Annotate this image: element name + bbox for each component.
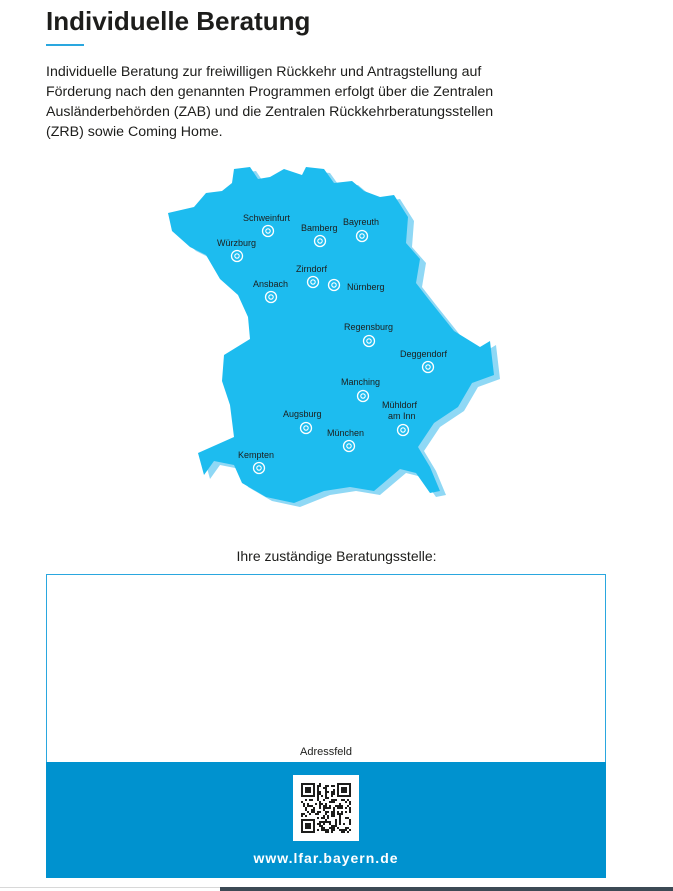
city-label: Bayreuth <box>343 217 380 227</box>
city-label: Augsburg <box>283 409 322 419</box>
address-heading: Ihre zuständige Beratungsstelle: <box>236 548 437 564</box>
qr-code-icon[interactable] <box>293 775 359 841</box>
map-territory <box>168 167 494 503</box>
intro-line: Förderung nach den genannten Programmen erfolgt über die Zentralen <box>46 84 494 100</box>
intro-line: Individuelle Beratung zur freiwilligen Rückkehr und Antragstellung auf <box>46 64 482 80</box>
address-field-label: Adressfeld <box>300 746 352 758</box>
address-field-box <box>46 574 606 762</box>
city-label: München <box>327 428 365 438</box>
city-label: Würzburg <box>217 238 257 248</box>
city-label: Regensburg <box>344 322 394 332</box>
city-label: Zirndorf <box>296 264 328 274</box>
city-label: Nürnberg <box>347 282 385 292</box>
intro-line: Ausländerbehörden (ZAB) und die Zentralen Rückkehrberatungsstellen <box>46 104 494 120</box>
city-label: Schweinfurt <box>243 213 291 223</box>
city-label: Deggendorf <box>400 349 448 359</box>
city-label: Bamberg <box>301 223 338 233</box>
page-bottom-bar <box>220 887 673 891</box>
city-label: Manching <box>341 377 381 387</box>
website-link[interactable]: www.lfar.bayern.de <box>253 850 399 866</box>
city-label: Kempten <box>238 450 275 460</box>
page-title: Individuelle Beratung <box>46 6 311 36</box>
city-label: Mühldorf <box>382 400 418 410</box>
title-underline <box>46 44 84 46</box>
city-label-line2: am Inn <box>388 411 416 421</box>
intro-paragraph <box>46 62 566 142</box>
city-label: Ansbach <box>253 279 289 289</box>
bavaria-map <box>160 165 500 510</box>
intro-line: (ZRB) sowie Coming Home. <box>46 124 223 140</box>
footer-band <box>46 762 606 878</box>
